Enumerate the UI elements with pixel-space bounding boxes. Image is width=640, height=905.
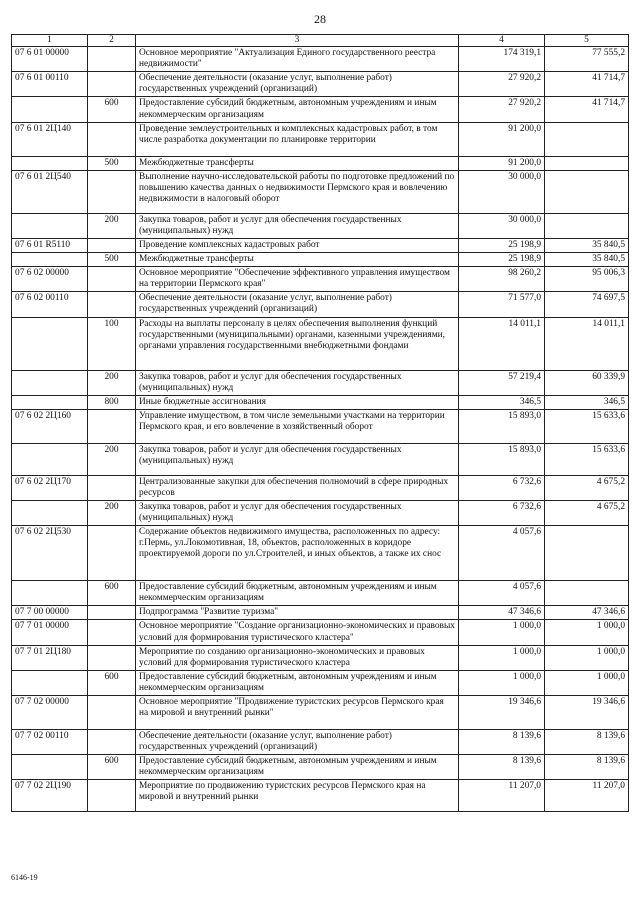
table-row [12,122,629,156]
amount-cell-1: 6 732,6 [459,500,545,525]
name-cell: Закупка товаров, работ и услуг для обеспечения государственных (муниципальных) нужд [136,213,459,238]
amount-cell-1: 14 011,1 [459,317,545,370]
name-cell: Обеспечение деятельности (оказание услуг, выполнение работ) государственных учреждений (организаций) [136,72,459,97]
code-cell: 07 6 01 2Ц140 [12,122,88,156]
table-row [12,238,629,252]
code-cell: 07 7 02 2Ц190 [12,780,88,812]
amount-cell-1: 8 139,6 [459,730,545,755]
amount-cell-1: 98 260,2 [459,267,545,292]
table-row [12,620,629,645]
code-cell [12,97,88,122]
code-cell: 07 7 01 2Ц180 [12,645,88,670]
table-row [12,755,629,780]
amount-cell-2 [545,213,629,238]
name-cell: Управление имуществом, в том числе земельными участками на территории Пермского края, и его вовлечение в хозяйственный оборот [136,409,459,443]
expense-type-cell: 200 [88,500,136,525]
column-header: 4 [459,35,545,47]
amount-cell-2: 15 633,6 [545,443,629,475]
amount-cell-2: 11 207,0 [545,780,629,812]
table-row [12,443,629,475]
expense-type-cell [88,645,136,670]
expense-type-cell: 600 [88,755,136,780]
amount-cell-1: 25 198,9 [459,238,545,252]
code-cell [12,317,88,370]
page-number: 28 [314,12,326,26]
amount-cell-2: 47 346,6 [545,606,629,620]
expense-type-cell: 800 [88,395,136,409]
code-cell [12,253,88,267]
amount-cell-2: 1 000,0 [545,645,629,670]
code-cell [12,395,88,409]
expense-type-cell [88,47,136,72]
amount-cell-1: 346,5 [459,395,545,409]
amount-cell-2: 4 675,2 [545,500,629,525]
code-cell [12,755,88,780]
table-row [12,730,629,755]
code-cell [12,156,88,170]
table-row [12,581,629,606]
expense-type-cell [88,526,136,581]
name-cell: Межбюджетные трансферты [136,156,459,170]
amount-cell-2: 15 633,6 [545,409,629,443]
footer-code: 6146-19 [11,873,38,882]
amount-cell-1: 15 893,0 [459,443,545,475]
code-cell [12,670,88,695]
code-cell: 07 6 02 00110 [12,292,88,317]
code-cell: 07 6 01 R5110 [12,238,88,252]
code-cell: 07 6 02 2Ц530 [12,526,88,581]
amount-cell-2: 346,5 [545,395,629,409]
table-header-row [12,35,629,47]
table-row [12,606,629,620]
expense-type-cell: 200 [88,213,136,238]
amount-cell-1: 4 057,6 [459,581,545,606]
expense-type-cell [88,696,136,730]
amount-cell-2: 35 840,5 [545,238,629,252]
amount-cell-2: 77 555,2 [545,47,629,72]
expense-type-cell [88,620,136,645]
code-cell: 07 7 00 00000 [12,606,88,620]
table-row [12,72,629,97]
name-cell: Межбюджетные трансферты [136,253,459,267]
expense-type-cell [88,122,136,156]
budget-table [11,34,629,812]
table-row [12,780,629,812]
name-cell: Подпрограмма "Развитие туризма" [136,606,459,620]
amount-cell-1: 30 000,0 [459,213,545,238]
table-row [12,317,629,370]
amount-cell-1: 25 198,9 [459,253,545,267]
amount-cell-2: 74 697,5 [545,292,629,317]
amount-cell-2: 19 346,6 [545,696,629,730]
table-row [12,526,629,581]
amount-cell-1: 1 000,0 [459,645,545,670]
amount-cell-2: 4 675,2 [545,475,629,500]
expense-type-cell [88,780,136,812]
expense-type-cell [88,409,136,443]
expense-type-cell [88,238,136,252]
expense-type-cell [88,170,136,213]
amount-cell-1: 1 000,0 [459,670,545,695]
table-row [12,696,629,730]
amount-cell-1: 6 732,6 [459,475,545,500]
table-row [12,47,629,72]
amount-cell-2 [545,526,629,581]
amount-cell-2: 1 000,0 [545,670,629,695]
expense-type-cell [88,730,136,755]
amount-cell-1: 27 920,2 [459,72,545,97]
expense-type-cell [88,292,136,317]
expense-type-cell [88,606,136,620]
amount-cell-1: 71 577,0 [459,292,545,317]
name-cell: Проведение землеустроительных и комплексных кадастровых работ, в том числе разработка документации по планировке территории [136,122,459,156]
table-row [12,409,629,443]
amount-cell-1: 91 200,0 [459,156,545,170]
amount-cell-2: 1 000,0 [545,620,629,645]
expense-type-cell: 200 [88,443,136,475]
amount-cell-2 [545,156,629,170]
code-cell [12,370,88,395]
name-cell: Основное мероприятие "Создание организационно-экономических и правовых условий для формирования туристического кластера" [136,620,459,645]
table-row [12,156,629,170]
amount-cell-2: 95 006,3 [545,267,629,292]
amount-cell-2: 60 339,9 [545,370,629,395]
expense-type-cell: 200 [88,370,136,395]
amount-cell-2: 8 139,6 [545,755,629,780]
table-row [12,213,629,238]
name-cell: Основное мероприятие "Актуализация Единого государственного реестра недвижимости" [136,47,459,72]
amount-cell-1: 8 139,6 [459,755,545,780]
amount-cell-1: 15 893,0 [459,409,545,443]
amount-cell-1: 1 000,0 [459,620,545,645]
name-cell: Обеспечение деятельности (оказание услуг, выполнение работ) государственных учреждений (организаций) [136,292,459,317]
name-cell: Содержание объектов недвижимого имущества, расположенных по адресу: г.Пермь, ул.Локомотивная, 18, объектов, расположенных в коридоре проектируемой дороги по ул.Строителей, и иных объектов, а также их снос [136,526,459,581]
name-cell: Закупка товаров, работ и услуг для обеспечения государственных (муниципальных) нужд [136,370,459,395]
amount-cell-1: 174 319,1 [459,47,545,72]
table-body [12,47,629,812]
code-cell [12,443,88,475]
expense-type-cell: 600 [88,581,136,606]
table-row [12,97,629,122]
name-cell: Централизованные закупки для обеспечения полномочий в сфере природных ресурсов [136,475,459,500]
name-cell: Закупка товаров, работ и услуг для обеспечения государственных (муниципальных) нужд [136,443,459,475]
expense-type-cell: 500 [88,156,136,170]
code-cell: 07 7 02 00000 [12,696,88,730]
code-cell [12,500,88,525]
name-cell: Иные бюджетные ассигнования [136,395,459,409]
name-cell: Предоставление субсидий бюджетным, автономным учреждениям и иным некоммерческим организациям [136,581,459,606]
expense-type-cell [88,72,136,97]
amount-cell-1: 11 207,0 [459,780,545,812]
code-cell: 07 7 01 00000 [12,620,88,645]
amount-cell-1: 4 057,6 [459,526,545,581]
amount-cell-2 [545,581,629,606]
amount-cell-2: 41 714,7 [545,97,629,122]
name-cell: Расходы на выплаты персоналу в целях обеспечения выполнения функций государственными (муниципальными) органами, казенными учреждениями, органами управления государственными внебюджетными фондами [136,317,459,370]
amount-cell-1: 30 000,0 [459,170,545,213]
expense-type-cell [88,475,136,500]
amount-cell-1: 19 346,6 [459,696,545,730]
column-header: 5 [545,35,629,47]
expense-type-cell: 600 [88,97,136,122]
name-cell: Предоставление субсидий бюджетным, автономным учреждениям и иным некоммерческим организациям [136,670,459,695]
table-row [12,475,629,500]
expense-type-cell [88,267,136,292]
amount-cell-1: 57 219,4 [459,370,545,395]
amount-cell-1: 47 346,6 [459,606,545,620]
table-row [12,670,629,695]
name-cell: Мероприятие по созданию организационно-экономических и правовых условий для формирования туристического кластера [136,645,459,670]
code-cell: 07 6 01 2Ц540 [12,170,88,213]
expense-type-cell: 100 [88,317,136,370]
code-cell: 07 6 02 2Ц170 [12,475,88,500]
name-cell: Мероприятие по продвижению туристских ресурсов Пермского края на мировой и внутренний рынки [136,780,459,812]
table-row [12,267,629,292]
code-cell: 07 7 02 00110 [12,730,88,755]
table-row [12,170,629,213]
amount-cell-2: 41 714,7 [545,72,629,97]
table-row [12,645,629,670]
name-cell: Проведение комплексных кадастровых работ [136,238,459,252]
amount-cell-1: 91 200,0 [459,122,545,156]
amount-cell-2: 35 840,5 [545,253,629,267]
table-row [12,253,629,267]
code-cell: 07 6 02 2Ц160 [12,409,88,443]
code-cell: 07 6 02 00000 [12,267,88,292]
column-header: 3 [136,35,459,47]
table-row [12,395,629,409]
amount-cell-1: 27 920,2 [459,97,545,122]
name-cell: Предоставление субсидий бюджетным, автономным учреждениям и иным некоммерческим организациям [136,755,459,780]
name-cell: Закупка товаров, работ и услуг для обеспечения государственных (муниципальных) нужд [136,500,459,525]
amount-cell-2 [545,122,629,156]
code-cell [12,213,88,238]
table-row [12,500,629,525]
code-cell [12,581,88,606]
amount-cell-2: 8 139,6 [545,730,629,755]
name-cell: Основное мероприятие "Продвижение туристских ресурсов Пермского края на мировой и внутренний рынки" [136,696,459,730]
name-cell: Предоставление субсидий бюджетным, автономным учреждениям и иным некоммерческим организациям [136,97,459,122]
expense-type-cell: 600 [88,670,136,695]
name-cell: Обеспечение деятельности (оказание услуг, выполнение работ) государственных учреждений (организаций) [136,730,459,755]
amount-cell-2 [545,170,629,213]
expense-type-cell: 500 [88,253,136,267]
name-cell: Выполнение научно-исследовательской работы по подготовке предложений по повышению качества данных о недвижимости Пермского края и вовлечению недвижимости в налоговый оборот [136,170,459,213]
amount-cell-2: 14 011,1 [545,317,629,370]
column-header: 1 [12,35,88,47]
name-cell: Основное мероприятие "Обеспечение эффективного управления имуществом на территории Пермского края" [136,267,459,292]
code-cell: 07 6 01 00110 [12,72,88,97]
code-cell: 07 6 01 00000 [12,47,88,72]
table-row [12,292,629,317]
table-row [12,370,629,395]
column-header: 2 [88,35,136,47]
